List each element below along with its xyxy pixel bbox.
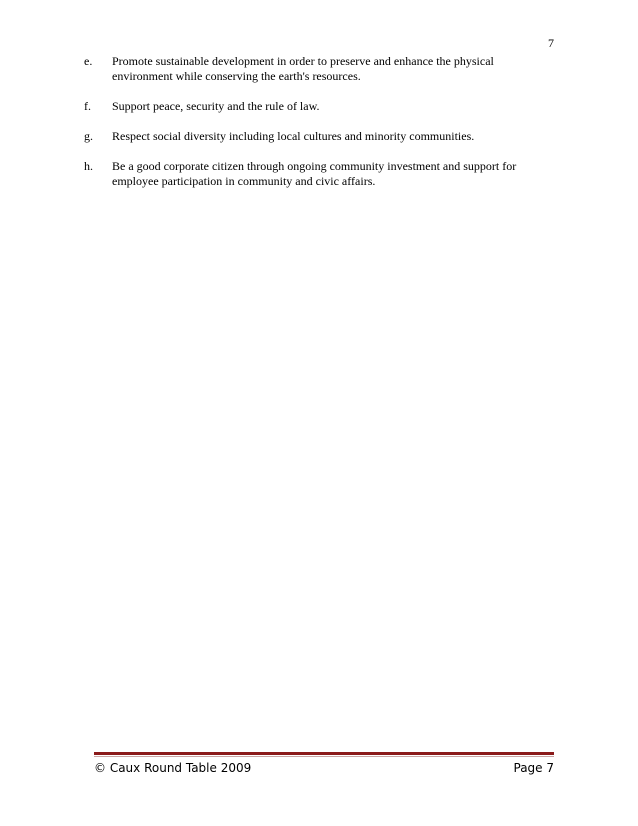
footer-rule-thin (94, 756, 554, 757)
list-item-h (84, 159, 544, 189)
list-item-f (84, 99, 544, 114)
list-item-e (84, 54, 544, 84)
list-item-letter: f. (84, 99, 91, 113)
footer-rule (94, 752, 554, 755)
page-footer (94, 760, 554, 776)
footer-page-label: Page 7 (513, 761, 554, 775)
list-item-text: Promote sustainable development in order to preserve and enhance the physical environment while conserving the earth's resources. (112, 54, 494, 83)
list-item-text: Be a good corporate citizen through ongoing community investment and support for employee participation in community and civic affairs. (112, 159, 517, 188)
list-item-text: Respect social diversity including local cultures and minority communities. (112, 129, 475, 143)
principles-list (84, 54, 544, 204)
list-item-letter: g. (84, 129, 93, 143)
list-item-text: Support peace, security and the rule of law. (112, 99, 320, 113)
list-item-letter: e. (84, 54, 93, 68)
list-item-g (84, 129, 544, 144)
footer-copyright: © Caux Round Table 2009 (94, 761, 252, 775)
page-number-top: 7 (548, 36, 554, 50)
list-item-letter: h. (84, 159, 93, 173)
